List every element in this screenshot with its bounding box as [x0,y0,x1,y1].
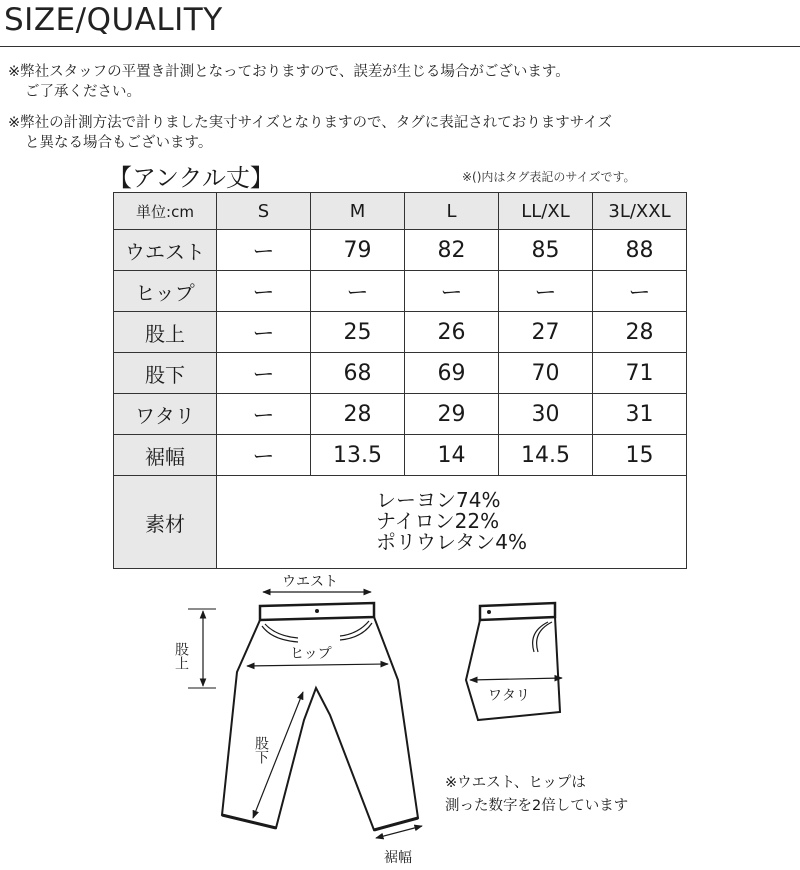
column-header: L [405,193,499,230]
column-header: M [311,193,405,230]
table-row [114,435,687,476]
table-cell: 14.5 [499,435,593,476]
hip-dimension [247,646,388,666]
thigh-label: ワタリ [488,688,530,704]
column-header: 3L/XXL [593,193,687,230]
waist-dimension [263,574,371,592]
note-measurement-line1: ※弊社スタッフの平置き計測となっておりますので、誤差が生じる場合がございます。 [8,64,570,80]
table-cell: 70 [499,353,593,394]
table-cell: 68 [311,353,405,394]
caption-line2: 測った数字を2倍しています [445,798,629,814]
row-label-waist: ウエスト [114,230,217,271]
note-tag-line1: ※弊社の計測方法で計りました実寸サイズとなりますので、タグに表記されておりますサイズ [8,115,613,131]
measurement-diagram [0,570,800,870]
size-table-header-row [114,193,687,230]
pants-front-illustration [222,603,418,830]
table-cell: 26 [405,312,499,353]
table-cell: 30 [499,394,593,435]
thigh-dimension [470,678,562,704]
table-cell: ー [217,312,311,353]
row-label-hem: 裾幅 [114,435,217,476]
table-row [114,394,687,435]
row-label-material: 素材 [114,476,217,569]
material-cell [217,476,687,569]
table-row [114,312,687,353]
hem-dimension [376,826,422,866]
table-cell: 25 [311,312,405,353]
table-row [114,271,687,312]
rise-dimension [173,609,216,688]
note-tag-line2: と異なる場合もございます。 [25,135,213,151]
caption-line1: ※ウエスト、ヒップは [445,775,586,791]
table-cell: 14 [405,435,499,476]
table-cell: ー [217,435,311,476]
unit-label: 単位:cm [114,193,217,230]
table-cell: 15 [593,435,687,476]
hem-label: 裾幅 [384,850,412,866]
table-row [114,353,687,394]
table-cell: 29 [405,394,499,435]
row-label-hip: ヒップ [114,271,217,312]
table-cell: ー [499,271,593,312]
table-cell: ー [217,353,311,394]
table-cell: ー [217,394,311,435]
material-item: ポリウレタン4% [376,529,527,554]
row-label-thigh: ワタリ [114,394,217,435]
title-divider [0,46,800,47]
table-cell: 69 [405,353,499,394]
table-cell: 28 [593,312,687,353]
note-tag-difference [8,113,612,153]
table-cell: 13.5 [311,435,405,476]
material-list [376,487,527,554]
page-title: SIZE/QUALITY [4,2,223,38]
table-cell: 31 [593,394,687,435]
table-note: ※()内はタグ表記のサイズです。 [462,170,636,184]
column-header: S [217,193,311,230]
rise-label: 股上 [173,642,189,670]
table-cell: 71 [593,353,687,394]
table-cell: ー [311,271,405,312]
waist-label: ウエスト [282,574,338,590]
material-row [114,476,687,569]
table-cell: ー [217,271,311,312]
note-measurement [8,62,570,102]
table-cell: 82 [405,230,499,271]
table-cell: 28 [311,394,405,435]
row-label-inseam: 股下 [114,353,217,394]
table-cell: ー [217,230,311,271]
material-item: ナイロン22% [376,508,500,533]
note-measurement-line2: ご了承ください。 [25,84,141,100]
table-cell: 88 [593,230,687,271]
row-label-rise: 股上 [114,312,217,353]
hip-label: ヒップ [290,646,332,662]
column-header: LL/XL [499,193,593,230]
inseam-label: 股下 [253,736,269,764]
table-cell: 85 [499,230,593,271]
table-cell: ー [405,271,499,312]
size-table [113,192,687,569]
diagram-caption [445,772,628,818]
table-cell: 79 [311,230,405,271]
section-title: 【アンクル丈】 [108,164,274,192]
table-row [114,230,687,271]
table-cell: 27 [499,312,593,353]
material-item: レーヨン74% [376,487,501,512]
table-cell: ー [593,271,687,312]
